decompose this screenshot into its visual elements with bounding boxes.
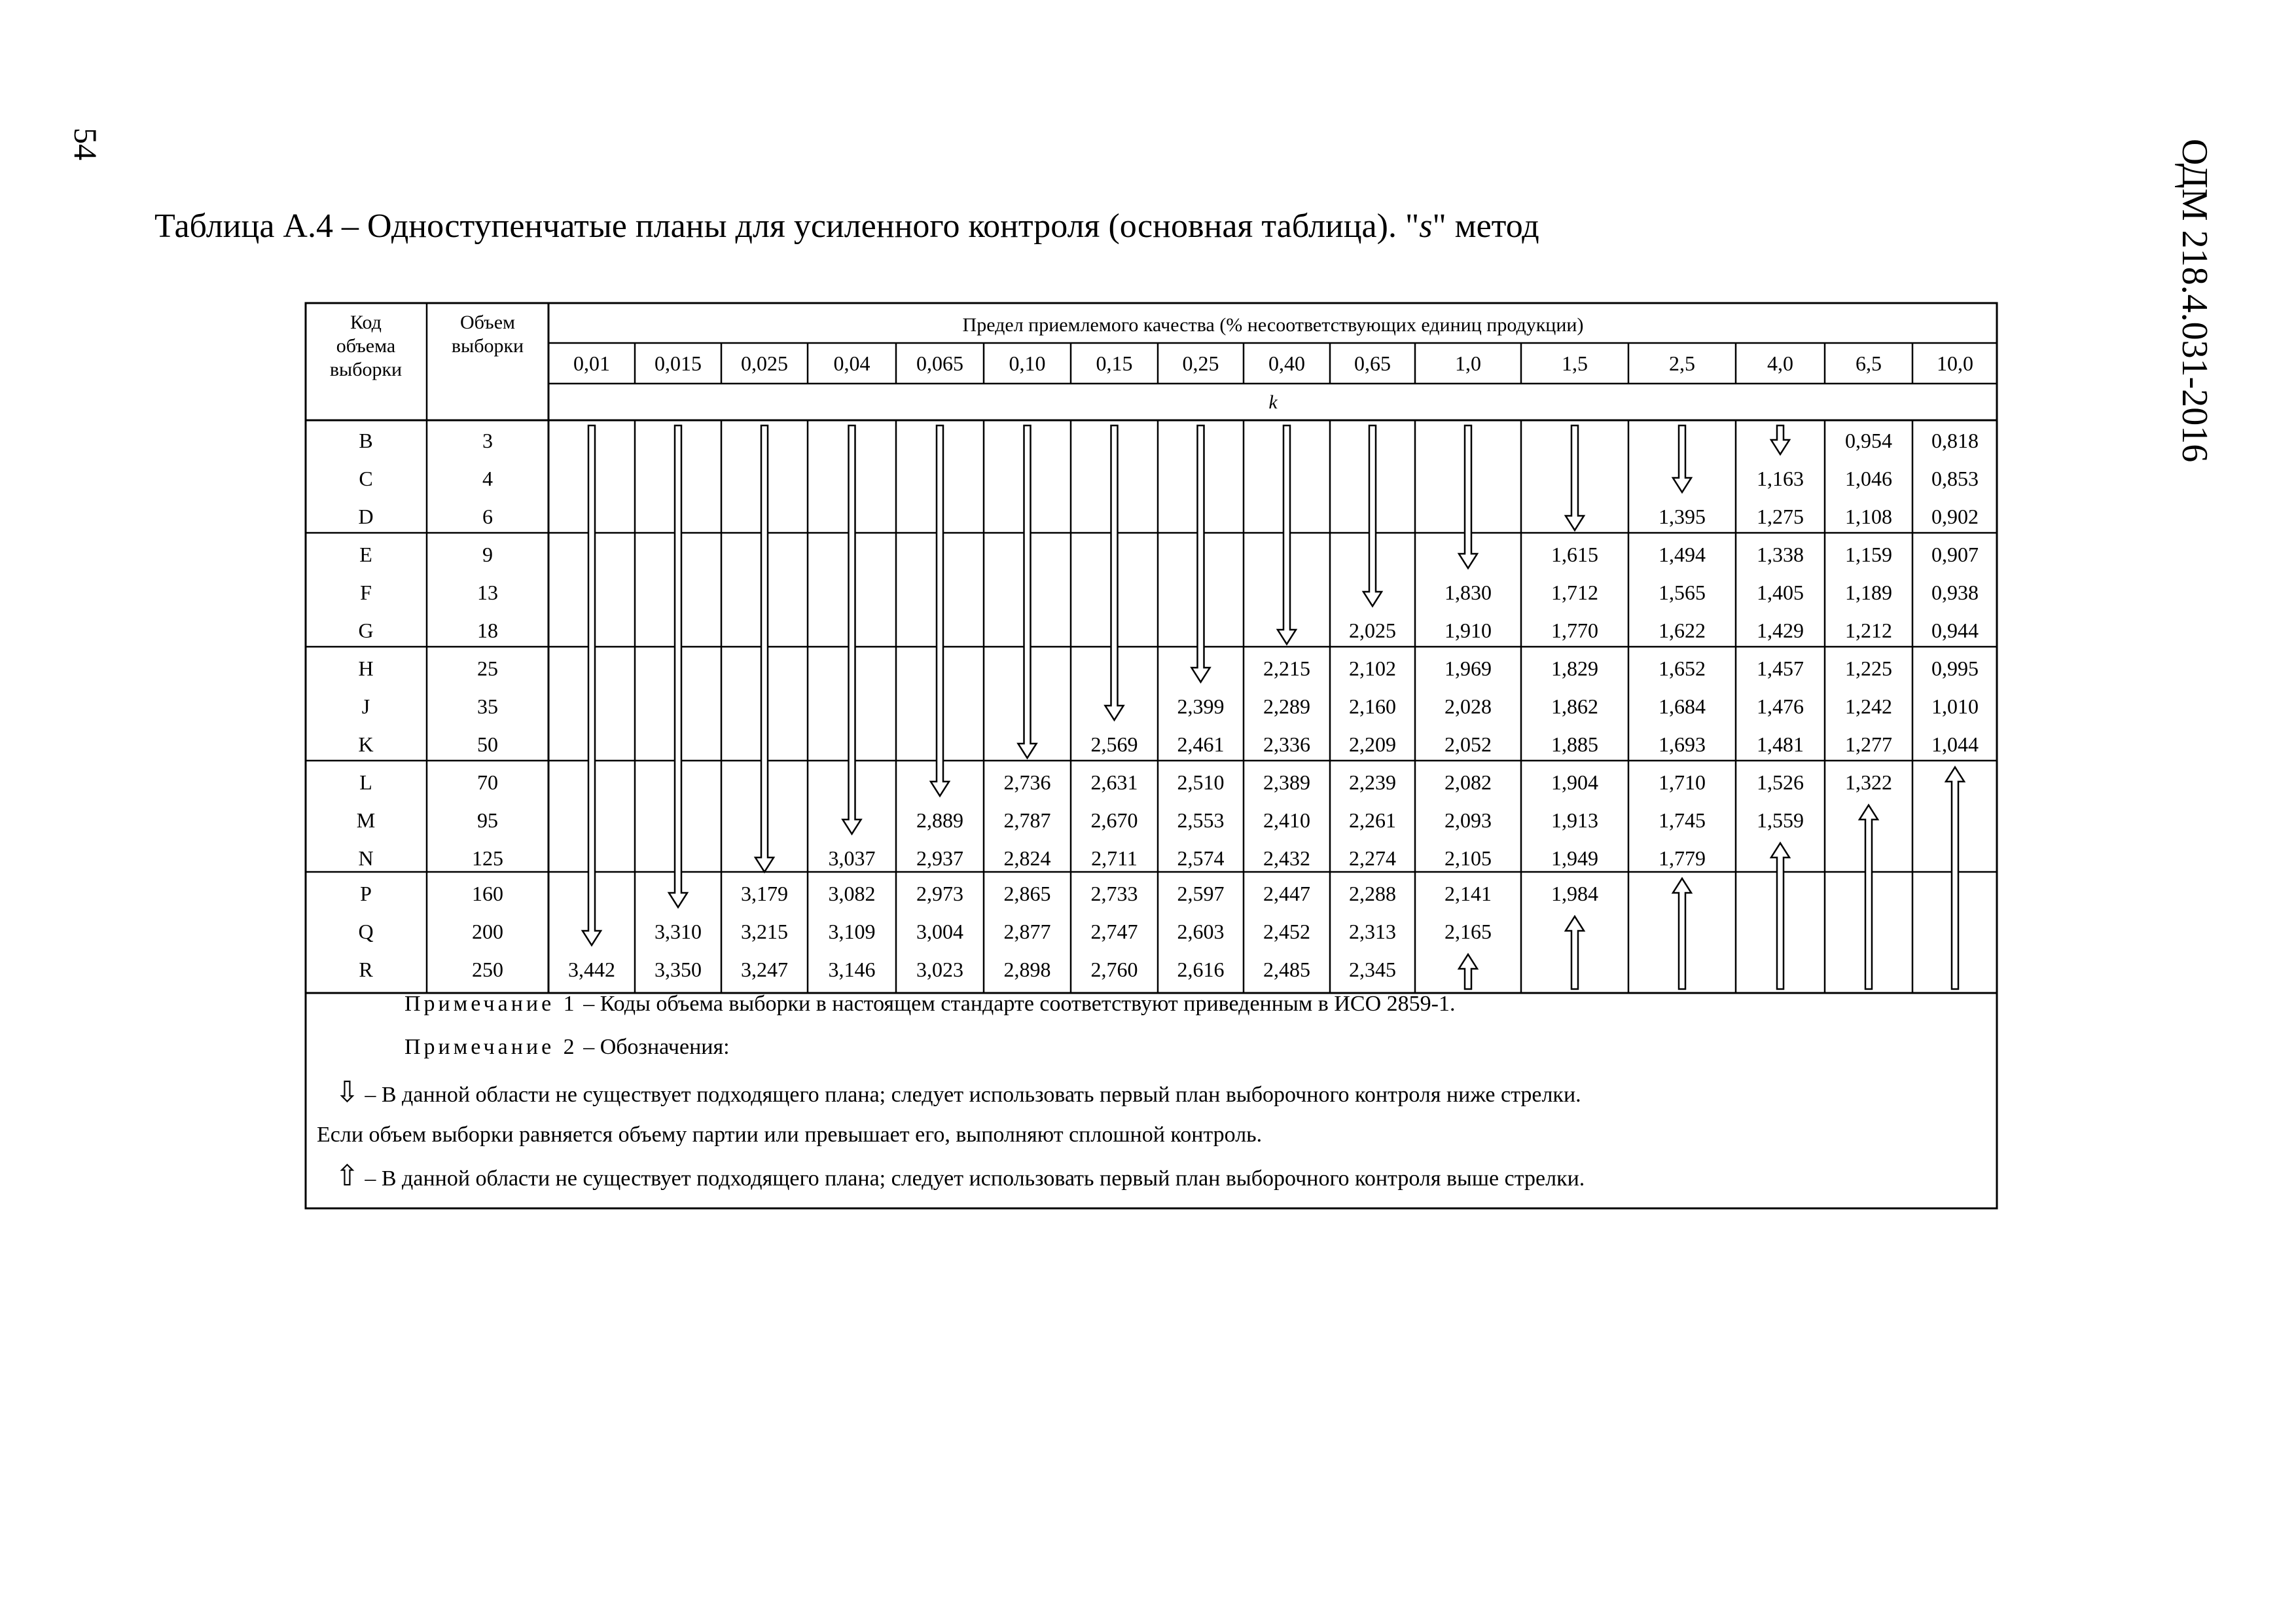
arrow-shape xyxy=(1771,843,1789,989)
arrow-shape xyxy=(1566,425,1584,530)
arrow-shape xyxy=(1192,425,1210,682)
k-value: 3,442 xyxy=(568,958,615,981)
row-size: 95 xyxy=(477,808,498,832)
k-value: 1,615 xyxy=(1551,543,1598,566)
note-down-arrow xyxy=(335,1075,1581,1109)
k-value: 1,830 xyxy=(1444,581,1492,604)
page-number: 54 xyxy=(67,128,104,160)
down-arrow-icon xyxy=(1459,425,1477,568)
k-value: 2,160 xyxy=(1349,695,1396,718)
k-value: 2,865 xyxy=(1003,882,1051,905)
arrow-shape xyxy=(1673,425,1691,492)
row-size: 18 xyxy=(477,619,498,642)
k-value: 1,684 xyxy=(1659,695,1706,718)
k-value: 2,760 xyxy=(1090,958,1138,981)
k-value: 2,399 xyxy=(1177,695,1225,718)
k-value: 2,510 xyxy=(1177,770,1225,794)
k-value: 2,452 xyxy=(1263,920,1310,943)
k-value: 1,969 xyxy=(1444,657,1492,680)
k-value: 1,494 xyxy=(1659,543,1706,566)
up-arrow-icon xyxy=(1673,878,1691,989)
row-size: 125 xyxy=(472,846,503,870)
k-value: 1,652 xyxy=(1659,657,1706,680)
k-value: 1,862 xyxy=(1551,695,1598,718)
arrow-shape xyxy=(1363,425,1382,606)
k-value: 1,829 xyxy=(1551,657,1598,680)
aql-level-label: 0,025 xyxy=(741,352,788,375)
k-value: 2,616 xyxy=(1177,958,1225,981)
k-value: 1,010 xyxy=(1931,695,1979,718)
k-value: 1,559 xyxy=(1757,808,1804,832)
k-value: 1,904 xyxy=(1551,770,1598,794)
k-value: 2,461 xyxy=(1177,732,1225,756)
k-value: 2,313 xyxy=(1349,920,1396,943)
aql-level-label: 6,5 xyxy=(1856,352,1882,375)
note-1 xyxy=(404,992,1455,1017)
k-value: 2,209 xyxy=(1349,732,1396,756)
arrow-shape xyxy=(1859,805,1878,989)
aql-level-label: 4,0 xyxy=(1767,352,1793,375)
note-2-text: – Обозначения: xyxy=(583,1035,730,1059)
k-value: 2,597 xyxy=(1177,882,1225,905)
up-arrow-icon xyxy=(1946,767,1964,989)
k-value: 2,485 xyxy=(1263,958,1310,981)
k-value: 1,984 xyxy=(1551,882,1598,905)
k-value: 1,277 xyxy=(1845,732,1892,756)
aql-level-label: 0,065 xyxy=(916,352,963,375)
k-value: 0,902 xyxy=(1931,505,1979,528)
row-code: K xyxy=(358,732,374,756)
note-full-control xyxy=(317,1123,1262,1147)
aql-level-label: 2,5 xyxy=(1669,352,1695,375)
k-value: 2,670 xyxy=(1090,808,1138,832)
k-value: 1,885 xyxy=(1551,732,1598,756)
k-value: 3,082 xyxy=(828,882,876,905)
aql-level-label: 0,15 xyxy=(1096,352,1133,375)
k-value: 2,165 xyxy=(1444,920,1492,943)
up-arrow-icon xyxy=(1859,805,1878,989)
aql-level-label: 0,10 xyxy=(1009,352,1046,375)
k-value: 3,109 xyxy=(828,920,876,943)
k-value: 1,913 xyxy=(1551,808,1598,832)
k-value: 0,818 xyxy=(1931,429,1979,452)
arrow-shape xyxy=(1018,425,1037,758)
down-arrow-icon xyxy=(931,425,949,796)
down-arrow-icon xyxy=(583,425,601,945)
row-code: B xyxy=(359,429,373,452)
row-code: L xyxy=(359,770,372,794)
header-k: k xyxy=(1268,391,1278,413)
arrow-shape xyxy=(1459,954,1477,989)
k-value: 2,410 xyxy=(1263,808,1310,832)
k-value: 2,574 xyxy=(1177,846,1225,870)
aql-level-label: 0,25 xyxy=(1182,352,1219,375)
k-value: 2,028 xyxy=(1444,695,1492,718)
header-size-line: Объем xyxy=(460,312,515,333)
k-value: 1,242 xyxy=(1845,695,1892,718)
row-code: Q xyxy=(358,920,374,943)
row-code: C xyxy=(359,467,373,490)
aql-level-label: 0,65 xyxy=(1354,352,1391,375)
k-value: 1,481 xyxy=(1757,732,1804,756)
header-code-line: выборки xyxy=(329,359,403,380)
document-code: ОДМ 218.4.031-2016 xyxy=(2174,139,2215,463)
k-value: 2,389 xyxy=(1263,770,1310,794)
aql-level-label: 1,5 xyxy=(1562,352,1588,375)
k-value: 0,944 xyxy=(1931,619,1979,642)
row-code: F xyxy=(360,581,372,604)
k-value: 2,447 xyxy=(1263,882,1310,905)
k-value: 3,179 xyxy=(741,882,788,905)
k-value: 1,395 xyxy=(1659,505,1706,528)
up-arrow-icon xyxy=(1771,843,1789,989)
arrow-shape xyxy=(583,425,601,945)
row-size: 160 xyxy=(472,882,503,905)
k-value: 1,046 xyxy=(1845,467,1892,490)
row-size: 200 xyxy=(472,920,503,943)
up-arrow-icon xyxy=(1459,954,1477,989)
k-value: 0,907 xyxy=(1931,543,1979,566)
k-value: 2,937 xyxy=(916,846,963,870)
k-value: 2,747 xyxy=(1090,920,1138,943)
k-value: 1,225 xyxy=(1845,657,1892,680)
sampling-plan-table xyxy=(305,302,1998,1209)
k-value: 2,345 xyxy=(1349,958,1396,981)
k-value: 2,102 xyxy=(1349,657,1396,680)
down-arrow-icon xyxy=(1566,425,1584,530)
row-code: P xyxy=(360,882,372,905)
down-arrow-icon xyxy=(843,425,861,834)
note-up-arrow xyxy=(335,1159,1585,1193)
table-border xyxy=(306,303,1997,1208)
k-value: 1,163 xyxy=(1757,467,1804,490)
k-value: 2,787 xyxy=(1003,808,1051,832)
row-code: E xyxy=(359,543,372,566)
down-arrow-icon xyxy=(1771,425,1789,454)
row-code: N xyxy=(358,846,374,870)
row-size: 13 xyxy=(477,581,498,604)
k-value: 2,141 xyxy=(1444,882,1492,905)
k-value: 1,159 xyxy=(1845,543,1892,566)
down-arrow-icon xyxy=(1673,425,1691,492)
row-code: J xyxy=(361,695,370,718)
down-arrow-icon xyxy=(1018,425,1037,758)
aql-level-label: 10,0 xyxy=(1937,352,1973,375)
arrow-shape xyxy=(1459,425,1477,568)
aql-level-label: 0,015 xyxy=(655,352,702,375)
caption-method: " метод xyxy=(1432,208,1539,245)
row-code: M xyxy=(356,808,376,832)
k-value: 2,336 xyxy=(1263,732,1310,756)
aql-level-label: 1,0 xyxy=(1455,352,1481,375)
arrow-shape xyxy=(1566,916,1584,989)
k-value: 0,995 xyxy=(1931,657,1979,680)
k-value: 2,432 xyxy=(1263,846,1310,870)
k-value: 0,938 xyxy=(1931,581,1979,604)
down-arrow-icon xyxy=(669,425,687,907)
k-value: 1,622 xyxy=(1659,619,1706,642)
k-value: 1,275 xyxy=(1757,505,1804,528)
row-size: 70 xyxy=(477,770,498,794)
down-arrow-icon xyxy=(755,425,774,872)
k-value: 2,736 xyxy=(1003,770,1051,794)
row-size: 50 xyxy=(477,732,498,756)
arrow-shape xyxy=(1278,425,1296,644)
arrow-shape xyxy=(1105,425,1124,720)
k-value: 1,710 xyxy=(1659,770,1706,794)
k-value: 1,405 xyxy=(1757,581,1804,604)
header-code-line: объема xyxy=(336,335,396,357)
note-full-control-text: Если объем выборки равняется объему партии или превышает его, выполняют сплошной контроль. xyxy=(317,1123,1263,1147)
k-value: 3,310 xyxy=(655,920,702,943)
k-value: 0,853 xyxy=(1931,467,1979,490)
row-code: H xyxy=(358,657,374,680)
note-2-label: Примечание 2 xyxy=(404,1035,578,1059)
row-size: 6 xyxy=(482,505,493,528)
row-size: 9 xyxy=(482,543,493,566)
row-size: 250 xyxy=(472,958,503,981)
arrow-shape xyxy=(1771,425,1789,454)
k-value: 1,910 xyxy=(1444,619,1492,642)
note-2 xyxy=(404,1035,730,1060)
k-value: 2,889 xyxy=(916,808,963,832)
aql-level-label: 0,01 xyxy=(573,352,610,375)
k-value: 1,429 xyxy=(1757,619,1804,642)
arrow-shape xyxy=(1946,767,1964,989)
k-value: 2,973 xyxy=(916,882,963,905)
k-value: 1,212 xyxy=(1845,619,1892,642)
arrow-shape xyxy=(755,425,774,872)
k-value: 2,093 xyxy=(1444,808,1492,832)
table-graphic xyxy=(305,302,1998,1209)
caption-text: Таблица А.4 – Одноступенчатые планы для усиленного контроля (основная таблица). " xyxy=(154,208,1420,245)
arrow-shape xyxy=(931,425,949,796)
row-size: 35 xyxy=(477,695,498,718)
k-value: 2,289 xyxy=(1263,695,1310,718)
k-value: 2,239 xyxy=(1349,770,1396,794)
k-value: 1,745 xyxy=(1659,808,1706,832)
down-arrow-icon: ⇩ xyxy=(335,1075,359,1109)
up-arrow-icon xyxy=(1566,916,1584,989)
k-value: 1,322 xyxy=(1845,770,1892,794)
row-size: 25 xyxy=(477,657,498,680)
k-value: 2,603 xyxy=(1177,920,1225,943)
arrow-shape xyxy=(669,425,687,907)
note-up-text: – В данной области не существует подходящего плана; следует использовать первый план выборочного контроля выше стрелки. xyxy=(365,1166,1585,1191)
k-value: 3,146 xyxy=(828,958,876,981)
k-value: 1,108 xyxy=(1845,505,1892,528)
k-value: 3,350 xyxy=(655,958,702,981)
k-value: 2,052 xyxy=(1444,732,1492,756)
k-value: 1,770 xyxy=(1551,619,1598,642)
table-caption xyxy=(154,207,1539,245)
row-code: G xyxy=(358,619,374,642)
k-value: 2,288 xyxy=(1349,882,1396,905)
header-code-line: Код xyxy=(350,312,382,333)
note-down-text: – В данной области не существует подходящего плана; следует использовать первый план выборочного контроля ниже стрелки. xyxy=(365,1083,1581,1107)
arrow-shape xyxy=(1673,878,1691,989)
down-arrow-icon xyxy=(1278,425,1296,644)
k-value: 3,215 xyxy=(741,920,788,943)
k-value: 1,189 xyxy=(1845,581,1892,604)
k-value: 1,712 xyxy=(1551,581,1598,604)
header-size-line: выборки xyxy=(451,335,524,357)
k-value: 3,004 xyxy=(916,920,963,943)
down-arrow-icon xyxy=(1363,425,1382,606)
k-value: 2,215 xyxy=(1263,657,1310,680)
k-value: 3,023 xyxy=(916,958,963,981)
k-value: 2,733 xyxy=(1090,882,1138,905)
k-value: 1,693 xyxy=(1659,732,1706,756)
down-arrow-icon xyxy=(1105,425,1124,720)
k-value: 2,824 xyxy=(1003,846,1051,870)
k-value: 2,877 xyxy=(1003,920,1051,943)
k-value: 0,954 xyxy=(1845,429,1892,452)
k-value: 1,779 xyxy=(1659,846,1706,870)
k-value: 3,037 xyxy=(828,846,876,870)
k-value: 2,261 xyxy=(1349,808,1396,832)
k-value: 1,565 xyxy=(1659,581,1706,604)
row-size: 4 xyxy=(482,467,493,490)
row-size: 3 xyxy=(482,429,493,452)
down-arrow-icon xyxy=(1192,425,1210,682)
header-aql: Предел приемлемого качества (% несоответствующих единиц продукции) xyxy=(962,314,1584,336)
k-value: 2,553 xyxy=(1177,808,1225,832)
note-1-text: – Коды объема выборки в настоящем стандарте соответствуют приведенным в ИСО 2859-1. xyxy=(583,992,1456,1016)
aql-level-label: 0,04 xyxy=(833,352,870,375)
k-value: 2,082 xyxy=(1444,770,1492,794)
aql-level-label: 0,40 xyxy=(1268,352,1305,375)
note-1-label: Примечание 1 xyxy=(404,992,578,1016)
k-value: 1,949 xyxy=(1551,846,1598,870)
row-code: R xyxy=(359,958,373,981)
up-arrow-icon: ⇧ xyxy=(335,1159,359,1193)
k-value: 2,711 xyxy=(1091,846,1138,870)
k-value: 2,105 xyxy=(1444,846,1492,870)
k-value: 1,338 xyxy=(1757,543,1804,566)
k-value: 2,569 xyxy=(1090,732,1138,756)
k-value: 1,044 xyxy=(1931,732,1979,756)
caption-symbol: s xyxy=(1419,208,1433,245)
k-value: 1,526 xyxy=(1757,770,1804,794)
k-value: 1,457 xyxy=(1757,657,1804,680)
arrow-shape xyxy=(843,425,861,834)
k-value: 2,025 xyxy=(1349,619,1396,642)
row-code: D xyxy=(358,505,374,528)
k-value: 2,274 xyxy=(1349,846,1396,870)
k-value: 1,476 xyxy=(1757,695,1804,718)
k-value: 3,247 xyxy=(741,958,788,981)
k-value: 2,631 xyxy=(1090,770,1138,794)
k-value: 2,898 xyxy=(1003,958,1051,981)
